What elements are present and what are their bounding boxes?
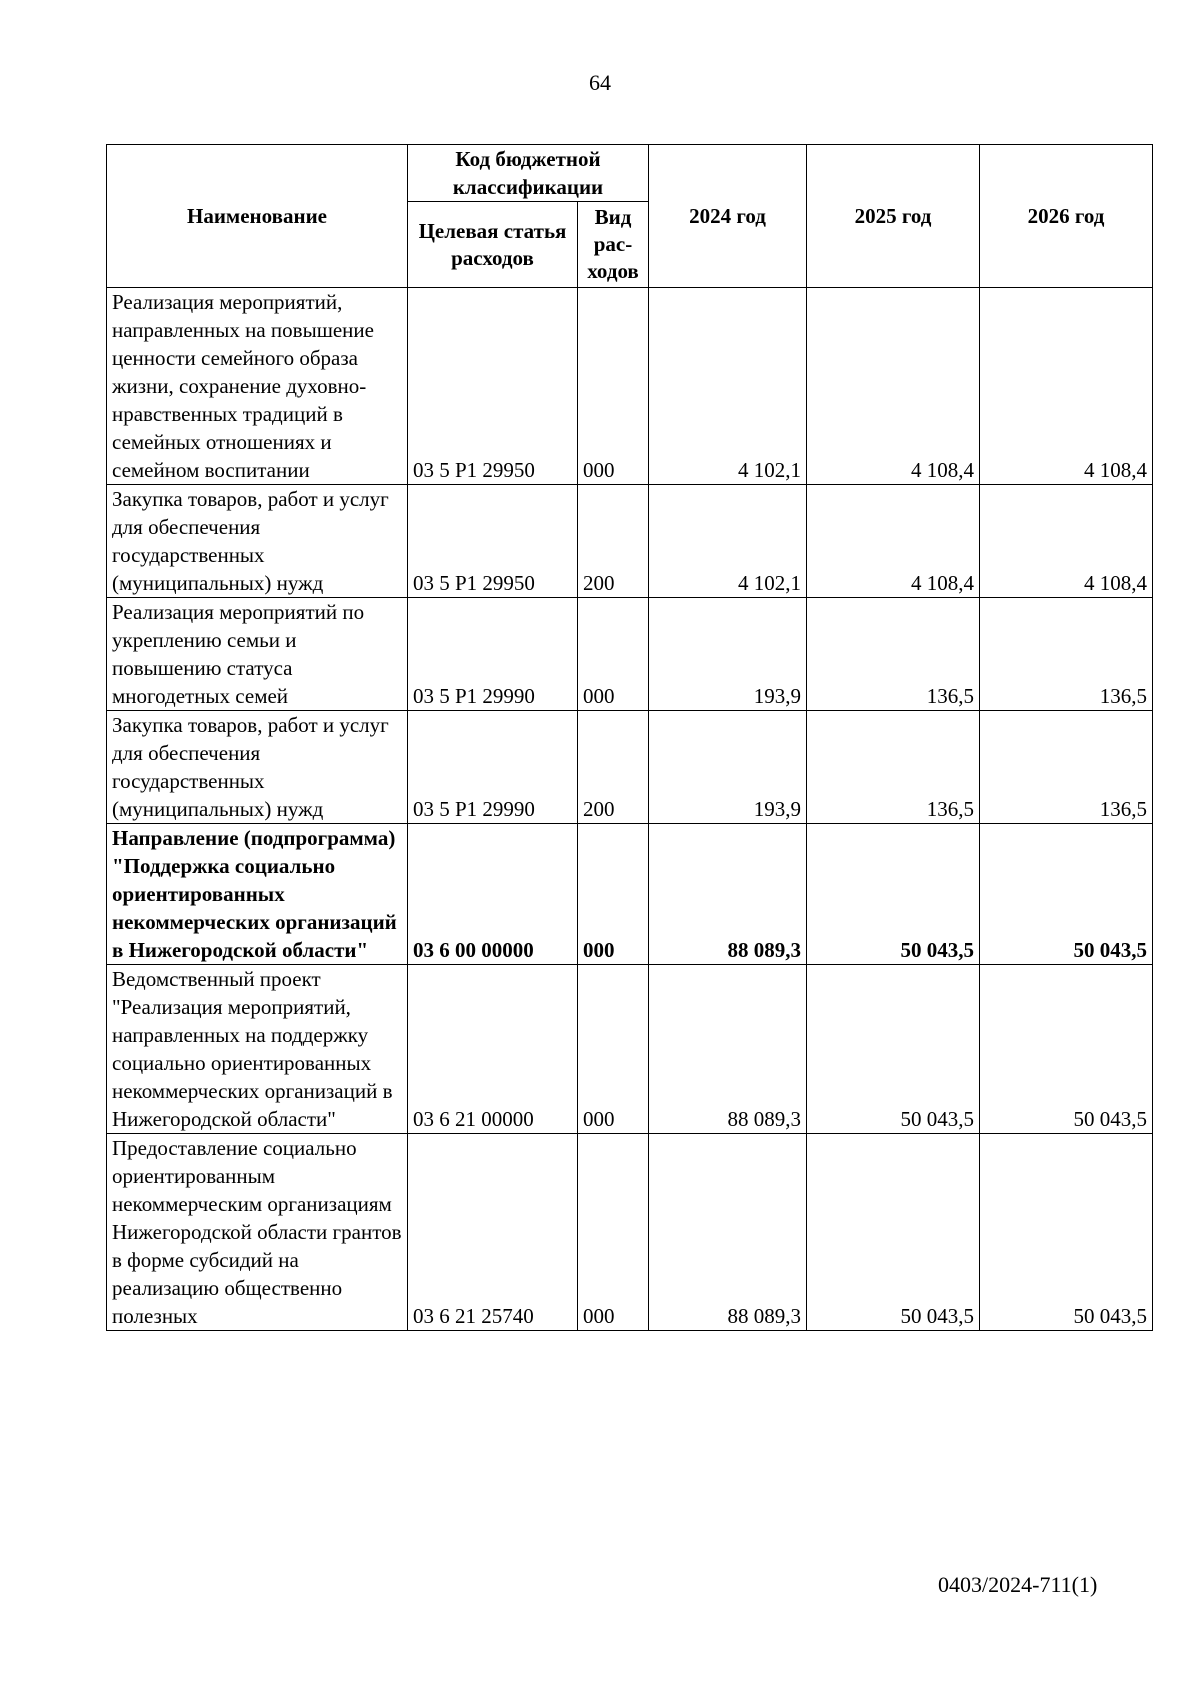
table-row bbox=[107, 965, 1153, 1134]
cell-2025: 136,5 bbox=[807, 711, 980, 824]
cell-target-article: 03 6 21 25740 bbox=[408, 1134, 578, 1331]
cell-expense-type: 000 bbox=[578, 288, 649, 485]
cell-2024: 88 089,3 bbox=[649, 1134, 807, 1331]
table-row bbox=[107, 598, 1153, 711]
cell-expense-type: 000 bbox=[578, 1134, 649, 1331]
cell-2024: 193,9 bbox=[649, 598, 807, 711]
cell-target-article: 03 6 00 00000 bbox=[408, 824, 578, 965]
cell-2024: 4 102,1 bbox=[649, 485, 807, 598]
cell-name: Реализация мероприятий по укреплению семьи и повышению статуса многодетных семей bbox=[107, 598, 408, 711]
cell-2026: 50 043,5 bbox=[980, 1134, 1153, 1331]
cell-name: Закупка товаров, работ и услуг для обеспечения государственных (муниципальных) нужд bbox=[107, 711, 408, 824]
cell-name: Предоставление социально ориентированным некоммерческим организациям Нижегородской области грантов в форме субсидий на реализацию общественно полезных bbox=[107, 1134, 408, 1331]
header-2025: 2025 год bbox=[807, 145, 980, 288]
cell-2026: 50 043,5 bbox=[980, 965, 1153, 1134]
header-expense-type: Вид рас-ходов bbox=[578, 202, 649, 288]
page-number: 64 bbox=[589, 70, 611, 95]
cell-target-article: 03 5 P1 29950 bbox=[408, 288, 578, 485]
cell-name: Ведомственный проект "Реализация мероприятий, направленных на поддержку социально ориентированных некоммерческих организаций в Нижегородской области" bbox=[107, 965, 408, 1134]
cell-2025: 4 108,4 bbox=[807, 288, 980, 485]
cell-2025: 50 043,5 bbox=[807, 824, 980, 965]
cell-name: Реализация мероприятий, направленных на повышение ценности семейного образа жизни, сохранение духовно-нравственных традиций в семейных отношениях и семейном воспитании bbox=[107, 288, 408, 485]
cell-2026: 136,5 bbox=[980, 711, 1153, 824]
table-row bbox=[107, 824, 1153, 965]
table-row bbox=[107, 288, 1153, 485]
cell-2024: 4 102,1 bbox=[649, 288, 807, 485]
header-code-group: Код бюджетной классификации bbox=[408, 145, 649, 202]
cell-2026: 50 043,5 bbox=[980, 824, 1153, 965]
cell-2026: 4 108,4 bbox=[980, 288, 1153, 485]
budget-table bbox=[106, 144, 1153, 1331]
cell-expense-type: 200 bbox=[578, 485, 649, 598]
cell-expense-type: 000 bbox=[578, 598, 649, 711]
cell-2025: 50 043,5 bbox=[807, 965, 980, 1134]
cell-target-article: 03 5 P1 29950 bbox=[408, 485, 578, 598]
cell-target-article: 03 5 P1 29990 bbox=[408, 598, 578, 711]
cell-expense-type: 000 bbox=[578, 824, 649, 965]
cell-2024: 88 089,3 bbox=[649, 965, 807, 1134]
document-code: 0403/2024-711(1) bbox=[938, 1572, 1098, 1597]
cell-2024: 193,9 bbox=[649, 711, 807, 824]
cell-expense-type: 200 bbox=[578, 711, 649, 824]
cell-2026: 136,5 bbox=[980, 598, 1153, 711]
table-row bbox=[107, 485, 1153, 598]
cell-expense-type: 000 bbox=[578, 965, 649, 1134]
cell-2025: 50 043,5 bbox=[807, 1134, 980, 1331]
header-target-article: Целевая статья расходов bbox=[408, 202, 578, 288]
cell-2024: 88 089,3 bbox=[649, 824, 807, 965]
cell-name: Направление (подпрограмма) "Поддержка социально ориентированных некоммерческих организаций в Нижегородской области" bbox=[107, 824, 408, 965]
header-2026: 2026 год bbox=[980, 145, 1153, 288]
table-row bbox=[107, 711, 1153, 824]
cell-target-article: 03 5 P1 29990 bbox=[408, 711, 578, 824]
cell-target-article: 03 6 21 00000 bbox=[408, 965, 578, 1134]
cell-2025: 4 108,4 bbox=[807, 485, 980, 598]
cell-2026: 4 108,4 bbox=[980, 485, 1153, 598]
table-row bbox=[107, 1134, 1153, 1331]
header-2024: 2024 год bbox=[649, 145, 807, 288]
cell-2025: 136,5 bbox=[807, 598, 980, 711]
header-name: Наименование bbox=[107, 145, 408, 288]
cell-name: Закупка товаров, работ и услуг для обеспечения государственных (муниципальных) нужд bbox=[107, 485, 408, 598]
